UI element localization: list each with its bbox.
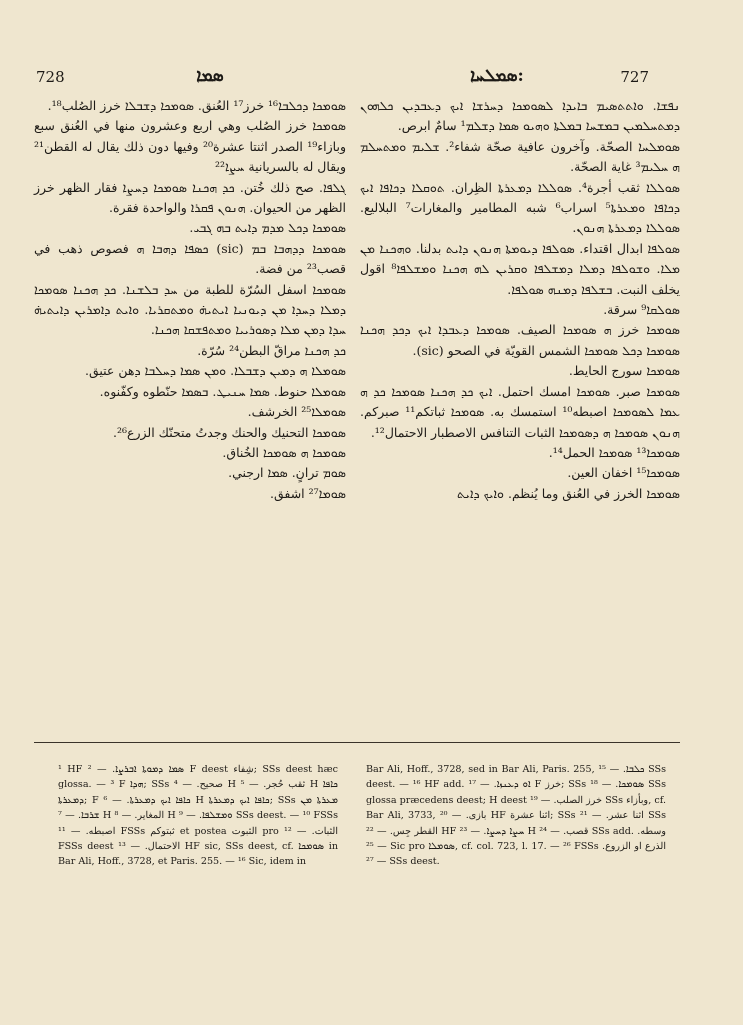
entry: ܣܘܡܟܐ¹³ ܣܘܡܟܐ الحمل¹⁴. xyxy=(548,444,680,460)
right-running-title: ܣܡܠܚܐ: xyxy=(470,66,524,86)
entry: ܣܘܠܩܐ⁹ سرقة. xyxy=(603,302,680,318)
footnote-block: ¹ HF ܣܡܐ ܕܡܘܬܐ ܐܒܪܨܐ. — ² F deest شِفاء; SSs deest hæc glossa. — ³ F ܗܕܐ; SSs صحيح. — ⁴ H ثقب حُجر. — ⁵ H ܟܐܦܐ ܕܡܥܪܬܐ; F ܟܐܦܐ ܐܝܟ ܕܡܥܪܬܐ. — ⁶ H ܟܐܦܐ ܐܝܟ ܕܡܥܪܬܐ; SSs ܡܥܪܬܐ ܡܢ ܫܪܒܐ. — ⁷ H المغاير. — ⁸ H ܘܡܫܠܦܐ. — ⁹ SSs deest. — ¹⁰ FSSs اصبطه. — ¹¹ FSSs ثبتوكم et postea الثبوت pro الثبات. — ¹² FSSs deest الاحتمال. — ¹³ HF sic, SSs deest, cf. ܣܘܡܟܐ in Bar Ali, Hoff., 3728, et Paris. 255. — ¹⁶ Sic, idem in xyxy=(58,764,339,868)
entry: ܣܘܡܟܐ اسفل السُرّة للطبة من ܚܕ ܒܠܫܢܐ. ܟܕ ܗܟܢܐ ܣܘܡܟܐ ܕܡܠܐ ܕܚܕܐ ܡܢ ܕܝܘܢܝܐ ܐܝܬܝܗ̇ ܘܡܬܩܪܝܐ. ܘܐܝܬ ܕܐܡܪܝܢ ܕܐܝܬܝܗ̇ ܚܕܐ ܕܡܢ ܡܠܐ ܕܣܘܪܝܝܐ ܘܡܬܦܫܩܐ ܗܟܢܐ. xyxy=(34,281,346,338)
right-page-number: 727 xyxy=(620,68,649,86)
left-running-title: ܣܡܐ xyxy=(196,66,224,86)
footnote-divider xyxy=(34,742,680,743)
entry: ܣܘܡܟܐ الخرز في العُنق وما يُنظم. ܘܐܝܟ ܕܐܝܬ xyxy=(457,485,680,501)
entry: ܣܘܡܠܚܐ الصحّة. وآخرون عافية صحّة شفاء². ܫܠܝܡ ܘܡܬܚܠܡ ܗ ܚܠܝܡ³ غاية الصحّة. xyxy=(360,138,681,175)
entry: ܣܘܡܟܐ خرز ܗ ܣܘܡܟܐ الصيف. ܣܘܡܟܐ ܕܥܒܕܐ ܐܝܟ ܕܟܕ ܗܟܢܐ ܣܘܡܟܐ ܕܟܠ ܣܘܡܟܐ الشمس القويّة في الصحو (sic). xyxy=(360,322,680,358)
entry: ܣܘܡܐ²⁷ اشفق. xyxy=(269,485,346,501)
right-text-column xyxy=(360,96,680,504)
footnote-block: Bar Ali, Hoff., 3728, sed in Bar Ali, Paris. 255, ܟܠܒܐ. — ¹⁵ SSs deest. — ¹⁶ HF add. ܐܘ ܕܥܢܙܐ. — ¹⁷ F خرز; SSs ܣܘܡܟܐ. — ¹⁸ SSs glossa præcedens deest; H deest خرز الصلب. — ¹⁹ SSs وبأزاء, cf. Bar Ali, 3733, بازى. — ²⁰ HF اثنا عشرة; SSs اثنا عشر. — ²¹ SSs القطر جِس. — ²² HF ܚܨܐ ܕܚܨܐ. — ²³ H قصب. — ²⁴ SSs add. وسطه. — ²⁵ Sic pro ܣܘܡܠܐ, cf. col. 723, l. 17. — ²⁶ FSSs الذرع او الزروع. — ²⁷ SSs deest. xyxy=(366,764,667,868)
footnotes-right xyxy=(366,762,666,870)
entry: ܣܘܠܦܐ ابدال اقتداء. ܣܘܠܦܐ ܕܝܘܡܬܐ ܗܢܘܢ ܕܐܝܬ بدلنا. ܘܗܟܢܐ ܡܢ ܡܠܐ. ܘܫܘܠܦܐ ܕܡܠܐ ܕܡܫܠܦܐ ܘܩܪܝܢ ܠܗ ܗܟܢܐ ܘܡܫܠܦܐ⁸ اقول يخلف النبت. ܒܫܠܦܐ ܕܡܢܗ ܣܘܠܦܐ. xyxy=(360,240,680,297)
entry: ܣܘܡܠܐ حنوط. ܣܡܐ ܚܢܝܛ. ܒܣܡܐ حنّطوه وكفّنوه. xyxy=(99,383,346,399)
left-text-column xyxy=(34,96,346,504)
entry: ܣܘܡܠܐ²⁵ الخرشف. xyxy=(247,404,346,420)
left-page-number: 728 xyxy=(36,68,65,86)
entry: ܣܘܡ ترانٍ. ܣܡܐ ارجني. xyxy=(228,465,346,481)
entry: ܓܠܦܐ. صح ذلك خُتن. ܟܕ ܗܟܢܐ ܣܘܡܟܐ ܕܚܨܐ فقار الظهر خرز الظهر من الحيوان. ܗܢܘܢ ܦܩܪܐ والواحدة فقرة. xyxy=(34,179,346,216)
entry: ܣܘܡܟܐ¹⁵ اخفان العين. xyxy=(567,465,680,481)
entry: ܣܘܡܟܐ ܕܕܗܒܐ ܒܡ (sic) ܟܣܦܐ ܕܗܒܐ ܗ فصوص ذهب في قصب²³ من فضة. xyxy=(34,240,346,277)
entry: ܣܘܡܟܐ ܕܟܠܒܐ¹⁶ خرز¹⁷ العُنق. ܣܘܡܟܐ ܕܫܒܠܐ خرز الصُلب¹⁸. xyxy=(47,98,346,113)
entry: ܣܘܡܟܐ التحنيك والحنك وجدتُ متحنّك الزرع²⁶. xyxy=(113,424,346,440)
entry: ܣܘܡܟܐ خرز الصُلب وهي اربع وعشرون منها في العُنق سبع وبازاء¹⁹ الصدر اثنتا عشرة²⁰ وفيها دون ذلك يقال له القطن²¹ ويقال له بالسريانية ܚܨܐ²² xyxy=(34,118,347,175)
footnotes-left xyxy=(58,762,338,870)
entry: ܢܦܫܐ. ܘܐܬܬܣܝܡ ܒܐܝܕܐ ܠܣܘܡܟܐ ܕܚܪܫܐ ܐܝܟ ܕܥܒܕܝܢ ܟܠܗܘܢ ܕܡܬܚܠܡܝܢ ܒܡܫܚܐ ܒܡܠܬܐ ܘܗܝܘ ܣܡܐ ܕܫܠܡ¹ سامٌ ابرص. xyxy=(360,98,680,134)
entry: ܣܘܠܠܐ ثقب أجرة⁴. ܣܘܠܠܐ ܕܡܥܪܬܐ الظِران. ܬܘܩܠܐ ܕܟܐܦܐ ܐܝܟ ܕܟܐܦܐ ܘܡܥܪܬܐ⁵ اسراب⁶ شبه المطامير والمغارات⁷ البلاليع. ܣܘܠܠܐ ܕܡܥܪܬܐ ܗܢܘܢ. xyxy=(360,179,681,236)
entry: ܣܘܡܟܐ ܕܟܠ ܡܕܡ ܕܐܝܬ ܒܗ ܓܒܝ. xyxy=(189,220,346,236)
entry: ܣܘܡܟܐ صبر. ܣܘܡܟܐ امسك احتمل. ܐܝܟ ܟܕ ܗܟܢܐ ܣܘܡܟܐ ܟܕ ܗ ܥܡܐ ܠܣܘܡܟܐ اصبطه¹⁰ استمسك به. ܣܘܡܟܐ ثباتكم¹¹ صبركم. ܗܢܘܢ ܣܘܡܟܐ ܗ ܕܣܘܡܟܐ الثبات التنافس الاصطبار الاحتمال¹². xyxy=(360,383,680,440)
entry: ܣܘܡܠܐ ܗ ܕܡܝܢ ܕܫܒܠܐ. ܘܡܢ ܣܡܐ ܕܚܠܒܐ ܕهن عتيق. xyxy=(84,363,346,379)
entry: ܣܘܡܟܐ سورج الحايط. xyxy=(568,363,680,379)
entry: ܟܕ ܗܟܢܐ مراقّ البطن²⁴ سُرّة. xyxy=(197,342,346,358)
entry: ܣܘܡܟܐ ܗ ܣܘܡܟܐ الخُناق. xyxy=(222,444,346,460)
